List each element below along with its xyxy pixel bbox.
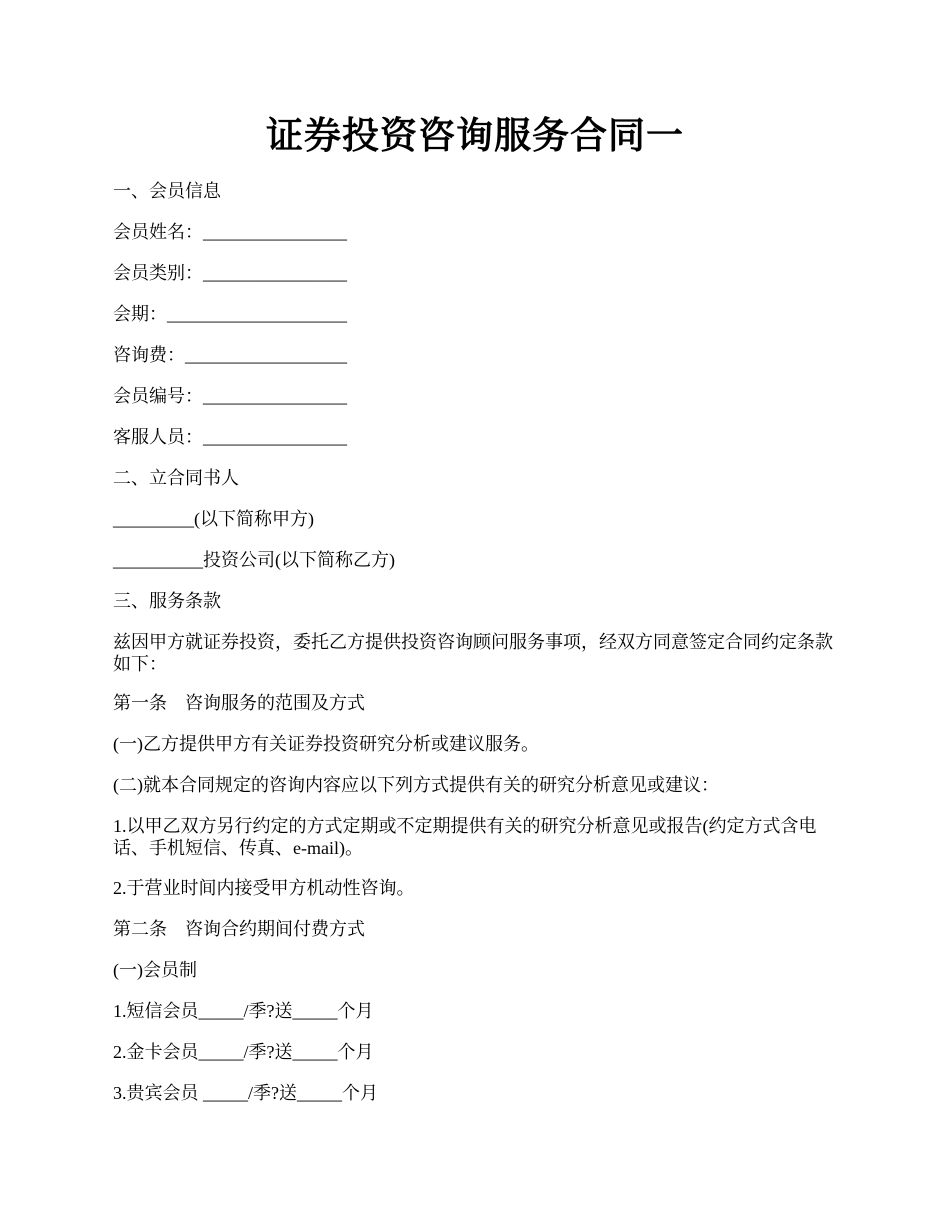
member-number-field: 会员编号：________________ <box>113 386 347 406</box>
article-one-subitem-1: 1.以甲乙双方另行约定的方式定期或不定期提供有关的研究分析意见或报告(约定方式含电话、手机短信、传真、e-mail)。 <box>113 816 817 858</box>
article-one-subitem-2: 2.于营业时间内接受甲方机动性咨询。 <box>113 878 415 898</box>
document-title: 证券投资咨询服务合同一 <box>266 116 684 157</box>
consulting-fee-field: 咨询费：__________________ <box>113 345 347 365</box>
membership-scheme-heading: (一)会员制 <box>113 960 197 980</box>
membership-period-field: 会期：____________________ <box>113 304 347 324</box>
party-a-line: _________(以下简称甲方) <box>113 509 314 529</box>
vip-member-line: 3.贵宾会员 _____/季?送_____个月 <box>113 1083 378 1103</box>
terms-intro-paragraph: 兹因甲方就证券投资，委托乙方提供投资咨询顾问服务事项，经双方同意签定合同约定条款如下： <box>113 632 833 674</box>
article-one-heading: 第一条 咨询服务的范围及方式 <box>113 693 365 713</box>
section-heading-member-info: 一、会员信息 <box>113 181 221 201</box>
member-name-field: 会员姓名：________________ <box>113 222 347 242</box>
sms-member-line: 1.短信会员_____/季?送_____个月 <box>113 1001 374 1021</box>
member-category-field: 会员类别：________________ <box>113 263 347 283</box>
gold-member-line: 2.金卡会员_____/季?送_____个月 <box>113 1042 374 1062</box>
party-b-line: __________投资公司(以下简称乙方) <box>113 550 395 570</box>
article-two-heading: 第二条 咨询合约期间付费方式 <box>113 919 365 939</box>
article-one-item-2: (二)就本合同规定的咨询内容应以下列方式提供有关的研究分析意见或建议： <box>113 775 719 795</box>
section-heading-service-terms: 三、服务条款 <box>113 591 221 611</box>
article-one-item-1: (一)乙方提供甲方有关证券投资研究分析或建议服务。 <box>113 734 539 754</box>
customer-service-field: 客服人员：________________ <box>113 427 347 447</box>
section-heading-parties: 二、立合同书人 <box>113 468 239 488</box>
